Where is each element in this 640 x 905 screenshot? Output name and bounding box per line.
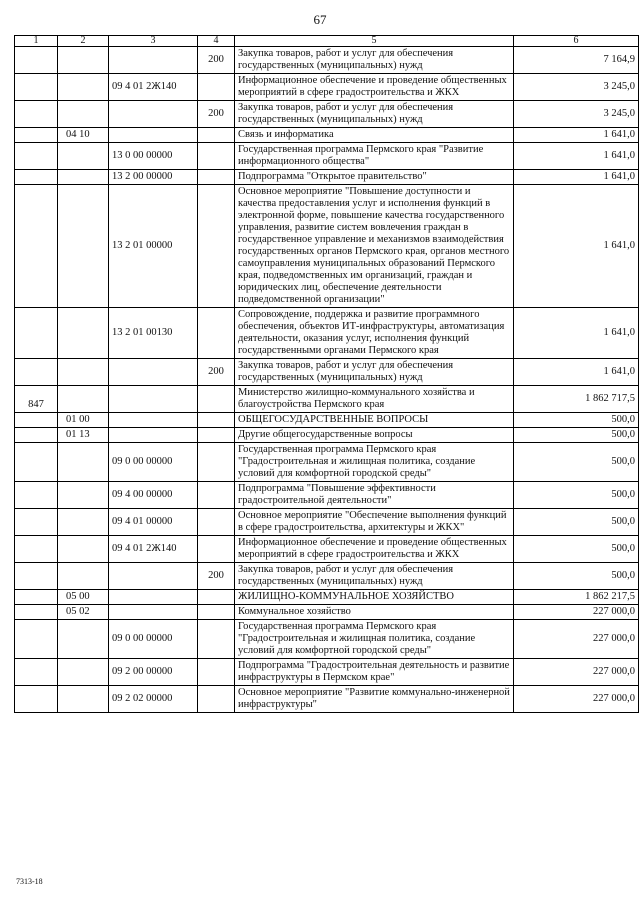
- col-5-cell: Министерство жилищно-коммунального хозяйства и благоустройства Пермского края: [235, 386, 514, 413]
- table-row: [15, 659, 639, 686]
- col-6-cell: 1 641,0: [514, 143, 639, 170]
- col-6-cell: 500,0: [514, 443, 639, 482]
- col-4-cell: [198, 605, 235, 620]
- col-5-cell: Подпрограмма "Повышение эффективности градостроительной деятельности": [235, 482, 514, 509]
- col-3-cell: [109, 413, 198, 428]
- col-1-cell: [15, 563, 58, 590]
- col-4-cell: [198, 308, 235, 359]
- col-5-cell: Закупка товаров, работ и услуг для обеспечения государственных (муниципальных) нужд: [235, 563, 514, 590]
- table-row: [15, 536, 639, 563]
- col-4-cell: [198, 143, 235, 170]
- col-1-cell: [15, 185, 58, 308]
- col-2-cell: [58, 101, 109, 128]
- col-2-cell: [58, 308, 109, 359]
- col-1-cell: [15, 659, 58, 686]
- col-2-cell: [58, 482, 109, 509]
- col-4-cell: [198, 413, 235, 428]
- col-5-cell: Государственная программа Пермского края "Развитие информационного общества": [235, 143, 514, 170]
- table-row: [15, 509, 639, 536]
- col-6-cell: 7 164,9: [514, 47, 639, 74]
- col-1-cell: [15, 443, 58, 482]
- header-col-4: 4: [198, 36, 235, 47]
- table-row: [15, 413, 639, 428]
- table-row: [15, 143, 639, 170]
- col-3-cell: 13 2 01 00130: [109, 308, 198, 359]
- col-3-cell: [109, 563, 198, 590]
- col-3-cell: 09 4 01 2Ж140: [109, 536, 198, 563]
- col-5-cell: Связь и информатика: [235, 128, 514, 143]
- col-1-cell: [15, 590, 58, 605]
- col-1-cell: [15, 428, 58, 443]
- col-5-cell: Подпрограмма "Градостроительная деятельность и развитие инфраструктуры в Пермском крае": [235, 659, 514, 686]
- col-3-cell: [109, 428, 198, 443]
- col-1-cell: [15, 47, 58, 74]
- col-2-cell: [58, 359, 109, 386]
- table-row: [15, 482, 639, 509]
- col-3-cell: [109, 590, 198, 605]
- col-2-cell: [58, 443, 109, 482]
- col-6-cell: 1 641,0: [514, 185, 639, 308]
- col-2-cell: 04 10: [58, 128, 109, 143]
- col-4-cell: [198, 170, 235, 185]
- table-row: [15, 386, 639, 413]
- col-1-cell: [15, 536, 58, 563]
- col-1-cell: [15, 359, 58, 386]
- col-6-cell: 227 000,0: [514, 620, 639, 659]
- col-4-cell: 200: [198, 47, 235, 74]
- col-4-cell: [198, 74, 235, 101]
- table-row: [15, 101, 639, 128]
- budget-table: [14, 35, 639, 713]
- col-5-cell: Сопровождение, поддержка и развитие программного обеспечения, объектов ИТ-инфраструктуры, автоматизация деятельности, оказания услуг, исполнения функций государственными органами Пермского края: [235, 308, 514, 359]
- col-3-cell: 13 2 00 00000: [109, 170, 198, 185]
- col-2-cell: [58, 686, 109, 713]
- col-4-cell: [198, 590, 235, 605]
- col-6-cell: 1 641,0: [514, 359, 639, 386]
- col-6-cell: 1 641,0: [514, 308, 639, 359]
- col-2-cell: 01 13: [58, 428, 109, 443]
- col-2-cell: 05 02: [58, 605, 109, 620]
- col-4-cell: [198, 428, 235, 443]
- col-3-cell: 09 4 01 00000: [109, 509, 198, 536]
- footer-code: 7313-18: [16, 877, 43, 886]
- col-4-cell: 200: [198, 563, 235, 590]
- table-row: [15, 74, 639, 101]
- col-3-cell: 09 0 00 00000: [109, 443, 198, 482]
- col-1-cell: [15, 686, 58, 713]
- header-col-1: 1: [15, 36, 58, 47]
- col-1-cell: 847: [15, 386, 58, 413]
- col-4-cell: [198, 686, 235, 713]
- col-6-cell: 500,0: [514, 536, 639, 563]
- col-5-cell: Государственная программа Пермского края "Градостроительная и жилищная политика, создание условий для комфортной городской среды": [235, 620, 514, 659]
- col-1-cell: [15, 413, 58, 428]
- col-6-cell: 1 641,0: [514, 128, 639, 143]
- col-6-cell: 3 245,0: [514, 101, 639, 128]
- col-1-cell: [15, 482, 58, 509]
- col-5-cell: Государственная программа Пермского края "Градостроительная и жилищная политика, создание условий для комфортной городской среды": [235, 443, 514, 482]
- header-col-2: 2: [58, 36, 109, 47]
- col-5-cell: ОБЩЕГОСУДАРСТВЕННЫЕ ВОПРОСЫ: [235, 413, 514, 428]
- table-row: [15, 47, 639, 74]
- col-1-cell: [15, 143, 58, 170]
- col-1-cell: [15, 101, 58, 128]
- col-4-cell: [198, 482, 235, 509]
- col-4-cell: [198, 620, 235, 659]
- col-2-cell: [58, 143, 109, 170]
- col-5-cell: Подпрограмма "Открытое правительство": [235, 170, 514, 185]
- col-4-cell: 200: [198, 101, 235, 128]
- col-6-cell: 500,0: [514, 428, 639, 443]
- col-3-cell: 13 0 00 00000: [109, 143, 198, 170]
- col-6-cell: 500,0: [514, 563, 639, 590]
- col-6-cell: 227 000,0: [514, 686, 639, 713]
- col-2-cell: [58, 47, 109, 74]
- col-5-cell: Информационное обеспечение и проведение общественных мероприятий в сфере градостроительства и ЖКХ: [235, 74, 514, 101]
- header-col-3: 3: [109, 36, 198, 47]
- col-2-cell: [58, 536, 109, 563]
- col-2-cell: [58, 185, 109, 308]
- col-6-cell: 3 245,0: [514, 74, 639, 101]
- col-6-cell: 227 000,0: [514, 659, 639, 686]
- col-6-cell: 500,0: [514, 482, 639, 509]
- col-3-cell: [109, 605, 198, 620]
- col-2-cell: [58, 659, 109, 686]
- col-4-cell: [198, 536, 235, 563]
- budget-table-body: [15, 36, 639, 713]
- col-6-cell: 500,0: [514, 509, 639, 536]
- col-3-cell: [109, 101, 198, 128]
- col-1-cell: [15, 308, 58, 359]
- col-5-cell: Другие общегосударственные вопросы: [235, 428, 514, 443]
- header-col-5: 5: [235, 36, 514, 47]
- col-3-cell: 09 2 02 00000: [109, 686, 198, 713]
- col-5-cell: Закупка товаров, работ и услуг для обеспечения государственных (муниципальных) нужд: [235, 47, 514, 74]
- table-row: [15, 590, 639, 605]
- col-1-cell: [15, 605, 58, 620]
- col-4-cell: [198, 509, 235, 536]
- table-row: [15, 128, 639, 143]
- col-4-cell: [198, 185, 235, 308]
- col-6-cell: 227 000,0: [514, 605, 639, 620]
- table-row: [15, 428, 639, 443]
- col-6-cell: 1 641,0: [514, 170, 639, 185]
- table-row: [15, 170, 639, 185]
- col-5-cell: Основное мероприятие "Развитие коммунально-инженерной инфраструктуры": [235, 686, 514, 713]
- col-3-cell: [109, 359, 198, 386]
- col-3-cell: [109, 386, 198, 413]
- table-row: [15, 686, 639, 713]
- table-header-row: [15, 36, 639, 47]
- col-3-cell: [109, 128, 198, 143]
- col-5-cell: Закупка товаров, работ и услуг для обеспечения государственных (муниципальных) нужд: [235, 101, 514, 128]
- col-5-cell: Информационное обеспечение и проведение общественных мероприятий в сфере градостроительства и ЖКХ: [235, 536, 514, 563]
- col-1-cell: [15, 128, 58, 143]
- col-4-cell: [198, 659, 235, 686]
- col-2-cell: [58, 563, 109, 590]
- col-5-cell: ЖИЛИЩНО-КОММУНАЛЬНОЕ ХОЗЯЙСТВО: [235, 590, 514, 605]
- header-col-6: 6: [514, 36, 639, 47]
- table-row: [15, 563, 639, 590]
- col-2-cell: 05 00: [58, 590, 109, 605]
- col-6-cell: 1 862 717,5: [514, 386, 639, 413]
- col-1-cell: [15, 509, 58, 536]
- col-1-cell: [15, 74, 58, 101]
- col-2-cell: [58, 509, 109, 536]
- col-1-cell: [15, 620, 58, 659]
- col-3-cell: 09 4 01 2Ж140: [109, 74, 198, 101]
- table-row: [15, 185, 639, 308]
- table-row: [15, 308, 639, 359]
- col-2-cell: [58, 170, 109, 185]
- col-4-cell: 200: [198, 359, 235, 386]
- table-row: [15, 605, 639, 620]
- col-5-cell: Коммунальное хозяйство: [235, 605, 514, 620]
- col-3-cell: 09 0 00 00000: [109, 620, 198, 659]
- col-1-cell: [15, 170, 58, 185]
- col-4-cell: [198, 443, 235, 482]
- col-4-cell: [198, 386, 235, 413]
- col-5-cell: Основное мероприятие "Обеспечение выполнения функций в сфере градостроительства, архитектуры и ЖКХ": [235, 509, 514, 536]
- col-2-cell: [58, 74, 109, 101]
- col-4-cell: [198, 128, 235, 143]
- col-6-cell: 500,0: [514, 413, 639, 428]
- table-row: [15, 359, 639, 386]
- col-3-cell: 13 2 01 00000: [109, 185, 198, 308]
- col-6-cell: 1 862 217,5: [514, 590, 639, 605]
- col-3-cell: 09 2 00 00000: [109, 659, 198, 686]
- col-5-cell: Основное мероприятие "Повышение доступности и качества предоставления услуг и исполнения функций в электронной форме, повышение качества государственного управления, развитие систем вовлечения граждан в государственное управление и механизмов взаимодействия государственных органов Пермского края, органов местного самоуправления муниципальных образований Пермского края, подведомственных им организаций, граждан и юридических лиц, обеспечение деятельности подведомственной организации": [235, 185, 514, 308]
- page-number: 67: [313, 12, 327, 27]
- col-3-cell: 09 4 00 00000: [109, 482, 198, 509]
- table-row: [15, 443, 639, 482]
- col-2-cell: [58, 386, 109, 413]
- col-2-cell: [58, 620, 109, 659]
- col-5-cell: Закупка товаров, работ и услуг для обеспечения государственных (муниципальных) нужд: [235, 359, 514, 386]
- table-row: [15, 620, 639, 659]
- col-3-cell: [109, 47, 198, 74]
- col-2-cell: 01 00: [58, 413, 109, 428]
